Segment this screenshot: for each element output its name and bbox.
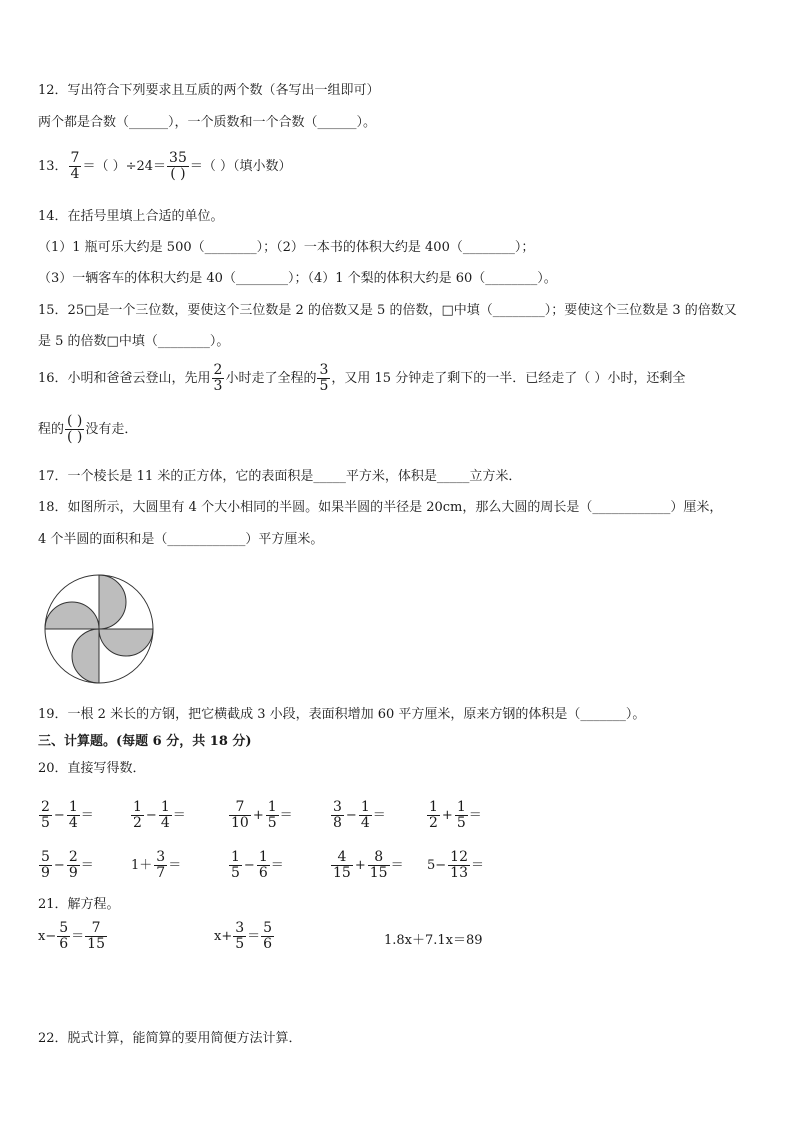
q20-expression: 5− $\frac{12}{13}$ ＝ bbox=[427, 849, 485, 881]
fraction: $\frac{1}{2}$ bbox=[429, 799, 438, 831]
fraction: $\frac{2}{5}$ bbox=[41, 799, 50, 831]
fraction: $\frac{7}{10}$ bbox=[231, 799, 249, 831]
q14-line3: （3）一辆客车的体积大约是 40（________）；（4）1 个梨的体积大约是 60（________）。 bbox=[38, 271, 557, 286]
fraction: $\frac{1}{5}$ bbox=[456, 799, 466, 831]
fraction: $\frac{1}{5}$ bbox=[231, 849, 240, 881]
q20-expression: $\frac{1}{2}$ − $\frac{1}{4}$ ＝ bbox=[133, 799, 186, 831]
q20-expression: $\frac{3}{8}$ − $\frac{1}{4}$ ＝ bbox=[333, 799, 386, 831]
fraction: $\frac{8}{15}$ bbox=[369, 849, 388, 881]
fraction: $\frac{2}{9}$ bbox=[68, 849, 78, 881]
fraction: $\frac{3}{7}$ bbox=[156, 849, 166, 881]
q22: 22．脱式计算，能简算的要用简便方法计算． bbox=[38, 1031, 302, 1046]
fraction: $\frac{5}{9}$ bbox=[41, 849, 50, 881]
fraction: $\frac{1}{6}$ bbox=[258, 849, 268, 881]
q12-title: 12．写出符合下列要求且互质的两个数（各写出一组即可） bbox=[38, 83, 380, 98]
section3-title: 三、计算题。(每题 6 分，共 18 分) bbox=[38, 734, 252, 749]
q20-expression: 1＋ $\frac{3}{7}$ ＝ bbox=[131, 849, 182, 881]
q16-frac1: $\frac{2}{3}$ bbox=[213, 362, 223, 394]
q14-line2: （1）1 瓶可乐大约是 500（________）；（2）一本书的体积大约是 400（________）； bbox=[38, 240, 535, 255]
q13-frac1: $\frac{7}{4}$ bbox=[70, 150, 80, 182]
q16-frac3: $\frac{( )}{( )}$ bbox=[67, 413, 83, 445]
fraction: $\frac{1}{4}$ bbox=[360, 799, 370, 831]
q13-frac2: $\frac{35}{( )}$ bbox=[169, 150, 187, 182]
fraction: $\frac{1}{5}$ bbox=[267, 799, 277, 831]
fraction: $\frac{3}{8}$ bbox=[333, 799, 342, 831]
q18-figure bbox=[40, 572, 160, 688]
q21-eq3: 1.8x＋7.1x＝89 bbox=[384, 933, 483, 948]
q18-line1: 18．如图所示，大圆里有 4 个大小相同的半圆。如果半圆的半径是 20cm，那么大圆的周长是（____________）厘米， bbox=[38, 500, 723, 515]
fraction: $\frac{12}{13}$ bbox=[450, 849, 468, 881]
semicircle-top bbox=[99, 575, 126, 629]
fraction: $\frac{1}{4}$ bbox=[160, 799, 170, 831]
q21-title: 21．解方程。 bbox=[38, 897, 120, 912]
q20-expression: $\frac{7}{10}$ + $\frac{1}{5}$ ＝ bbox=[231, 799, 293, 831]
semicircle-left bbox=[45, 602, 99, 629]
q19: 19．一根 2 米长的方钢，把它横截成 3 小段，表面积增加 60 平方厘米，原来方钢的体积是（_______）。 bbox=[38, 707, 646, 722]
q16-line1: 16．小明和爸爸云登山，先用 $\frac{2}{3}$ 小时走了全程的 $\frac{3}{5}$ ，又用 15 分钟走了剩下的一半．已经走了（ ）小时，还剩全 bbox=[38, 362, 686, 394]
fraction: $\frac{1}{4}$ bbox=[68, 799, 78, 831]
q20-expression: $\frac{5}{9}$ − $\frac{2}{9}$ ＝ bbox=[41, 849, 94, 881]
q14-title: 14．在括号里填上合适的单位。 bbox=[38, 209, 224, 224]
q20-title: 20．直接写得数． bbox=[38, 761, 146, 776]
q21-eq1: x− $\frac{5}{6}$ ＝ $\frac{7}{15}$ bbox=[38, 920, 105, 952]
fraction: $\frac{1}{2}$ bbox=[133, 799, 142, 831]
q16-line2: 程的 $\frac{( )}{( )}$ 没有走． bbox=[38, 413, 138, 445]
q20-expression: $\frac{1}{5}$ − $\frac{1}{6}$ ＝ bbox=[231, 849, 284, 881]
q18-line2: 4 个半圆的面积和是（____________）平方厘米。 bbox=[38, 532, 324, 547]
q17: 17．一个棱长是 11 米的正方体，它的表面积是_____平方米，体积是_____立方米． bbox=[38, 469, 522, 484]
q20-expression: $\frac{1}{2}$ + $\frac{1}{5}$ ＝ bbox=[429, 799, 482, 831]
q16-frac2: $\frac{3}{5}$ bbox=[319, 362, 329, 394]
q12-line2: 两个都是合数（______），一个质数和一个合数（______）。 bbox=[38, 115, 377, 130]
q15-line2: 是 5 的倍数□中填（________）。 bbox=[38, 334, 230, 349]
semicircle-right bbox=[99, 629, 153, 656]
fraction: $\frac{4}{15}$ bbox=[333, 849, 351, 881]
q13: 13． $\frac{7}{4}$ ＝（ ）÷24＝ $\frac{35}{( )}$ ＝（ ）（填小数） bbox=[38, 150, 292, 182]
q20-expression: $\frac{4}{15}$ + $\frac{8}{15}$ ＝ bbox=[333, 849, 404, 881]
semicircle-bottom bbox=[72, 629, 99, 683]
q15-line1: 15．25□是一个三位数，要使这个三位数是 2 的倍数又是 5 的倍数，□中填（________）；要使这个三位数是 3 的倍数又 bbox=[38, 303, 737, 318]
q21-eq2: x+ $\frac{3}{5}$ ＝ $\frac{5}{6}$ bbox=[214, 920, 273, 952]
q20-expression: $\frac{2}{5}$ − $\frac{1}{4}$ ＝ bbox=[41, 799, 94, 831]
